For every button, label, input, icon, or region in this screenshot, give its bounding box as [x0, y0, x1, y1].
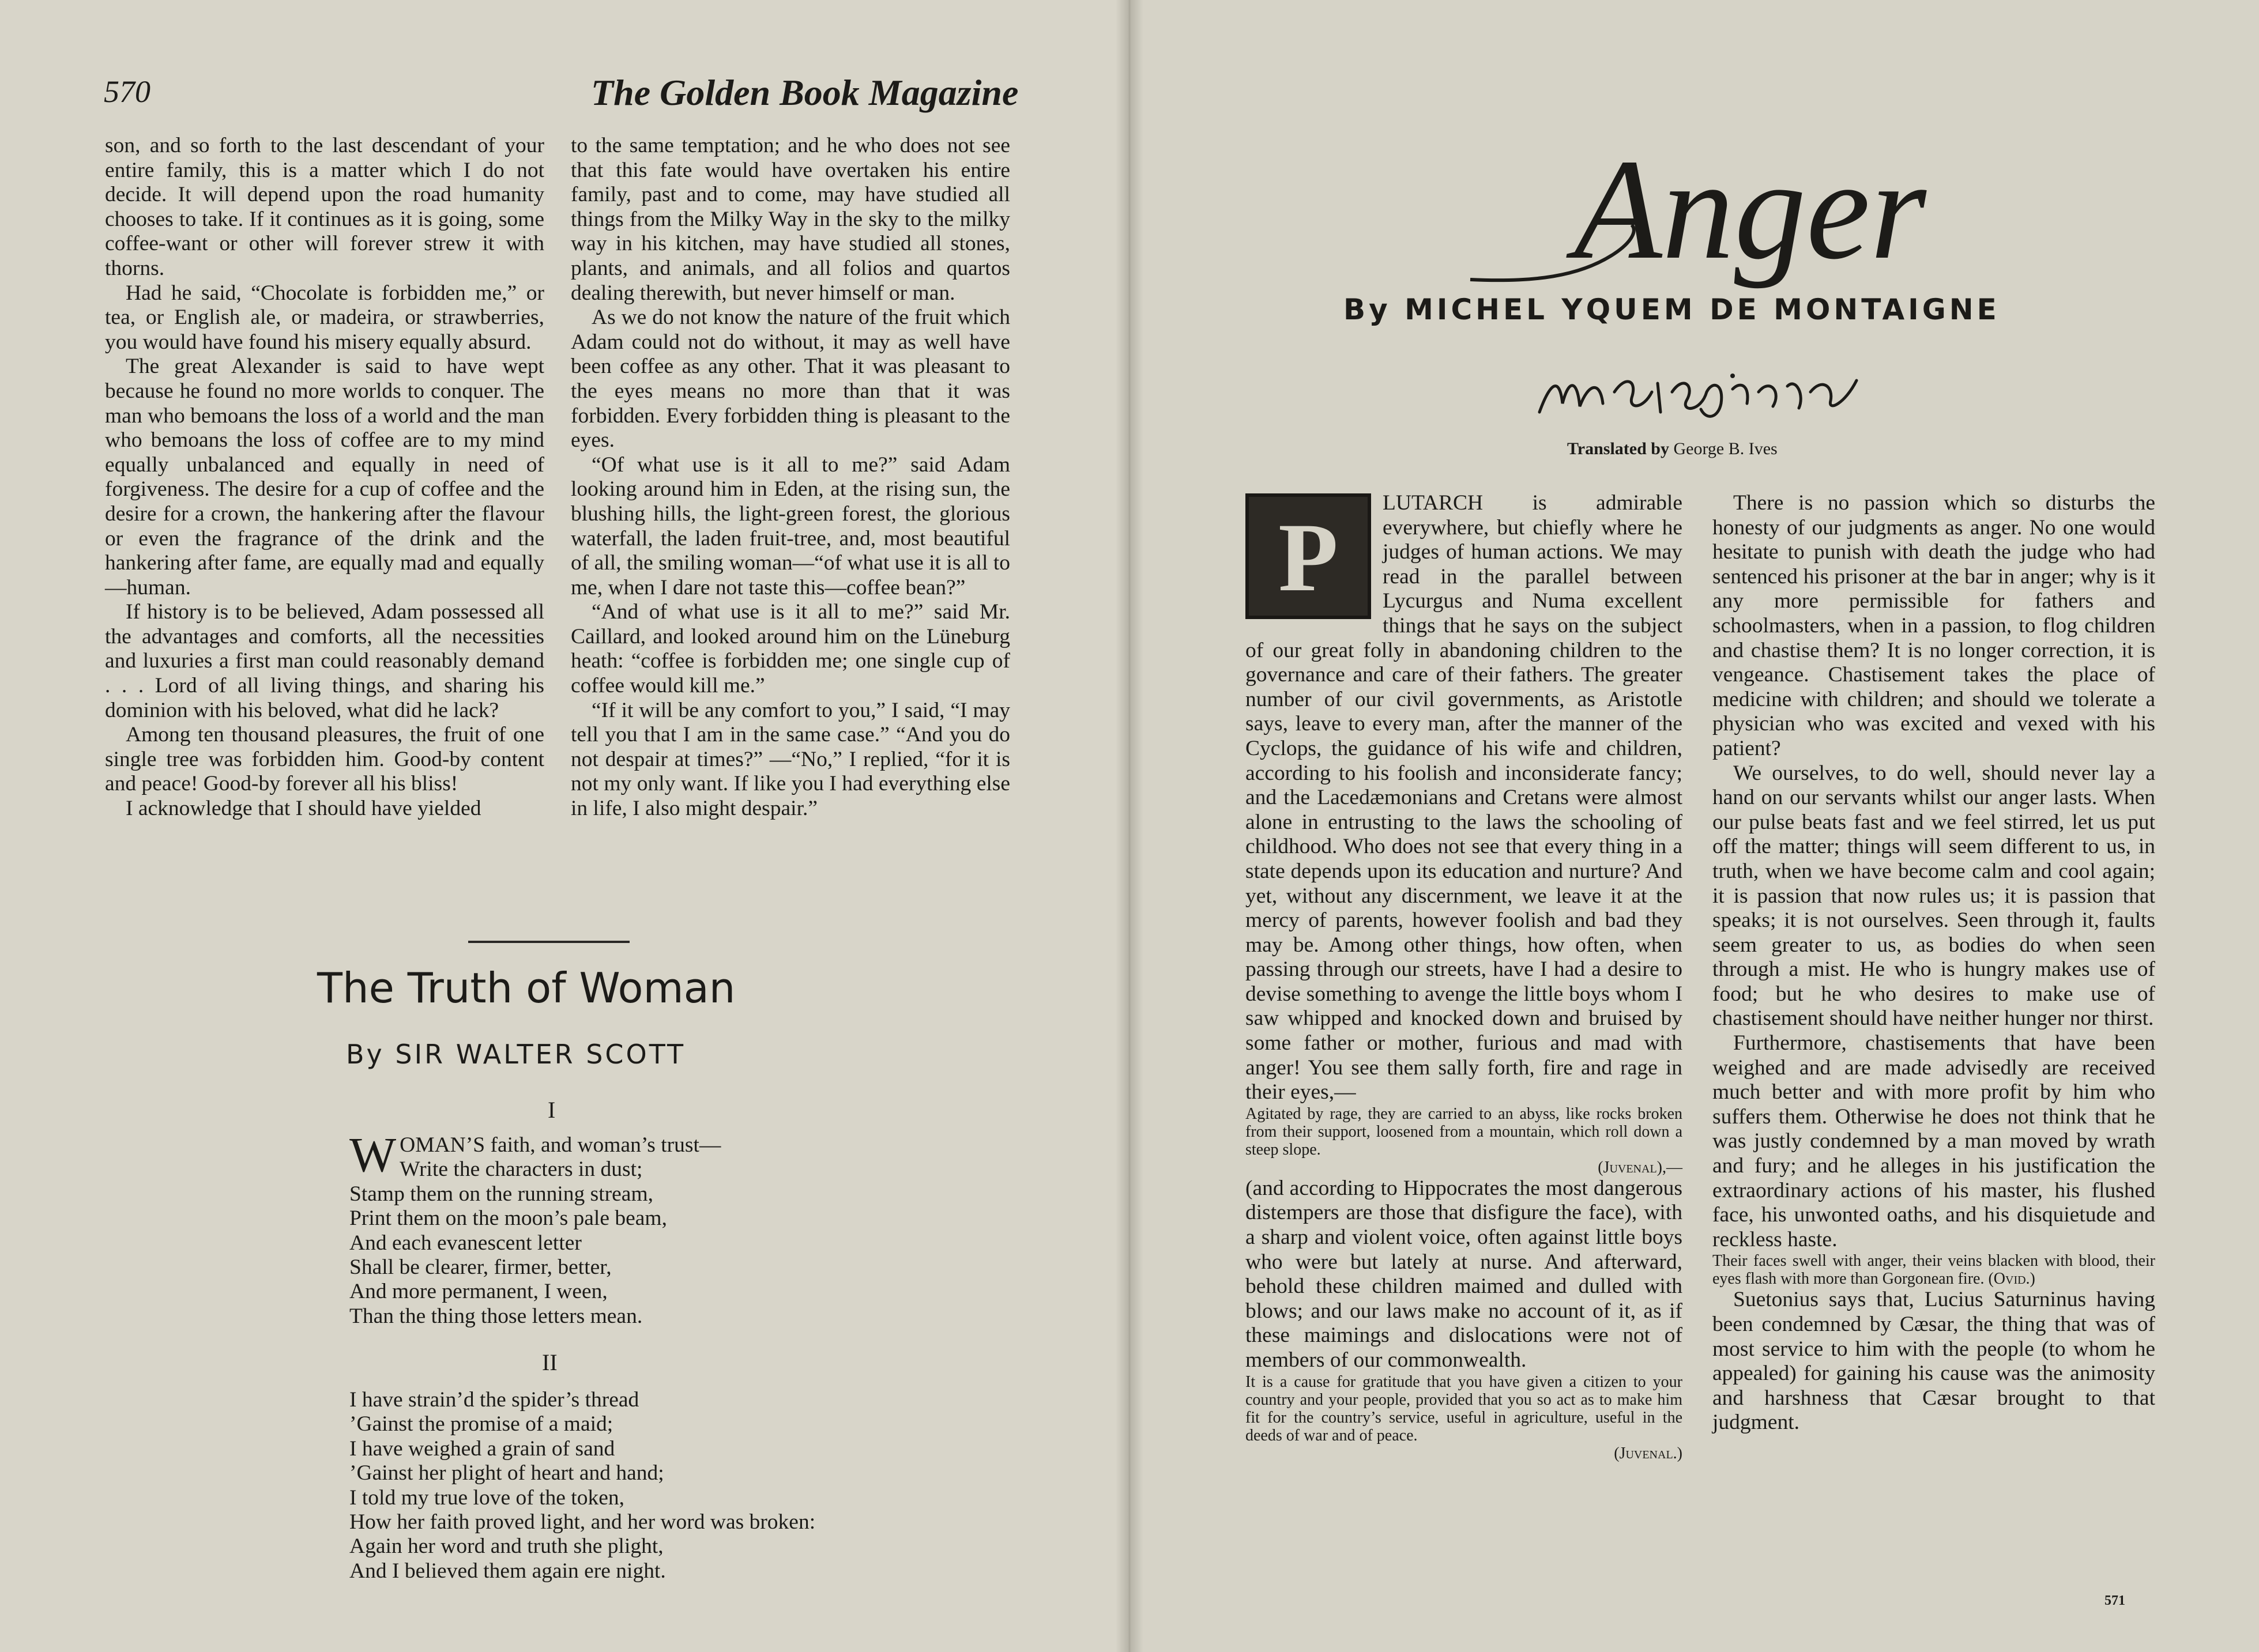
- poem-title: The Truth of Woman: [317, 964, 736, 1012]
- poem-line: Stamp them on the running stream,: [349, 1182, 653, 1206]
- poem-line: Again her word and truth she plight,: [349, 1534, 664, 1559]
- section-divider: [468, 941, 630, 943]
- poem-line: I have weighed a grain of sand: [349, 1436, 615, 1461]
- poem-line: Shall be clearer, firmer, better,: [349, 1255, 612, 1280]
- signature: [1534, 357, 1880, 421]
- title-flourish: [1464, 219, 1707, 288]
- translated-by-label: Translated by: [1567, 439, 1669, 458]
- page-number-right: 571: [2104, 1593, 2125, 1608]
- paragraph: son, and so forth to the last descendant of your entire family, this is a matter which I do not decide. It will depend upon the road humanity chooses to take. If it continues as it is going, some coffee-want or other will forever strew it with thorns.: [105, 134, 544, 280]
- poem-line: ’Gainst the promise of a maid;: [349, 1412, 613, 1436]
- paragraph: Among ten thousand pleasures, the fruit of one single tree was forbidden him. Good-by content and peace! Good-by forever all his bliss!: [105, 723, 544, 796]
- quote-text: Agitated by rage, they are carried to an abyss, like rocks broken from their support, loosened from a mountain, which roll down a steep slope.: [1245, 1104, 1682, 1159]
- poem-initial: W: [349, 1127, 397, 1182]
- paragraph: Suetonius says that, Lucius Saturninus having been condemned by Cæsar, the thing that was of most service to him with the people (to whom he appealed) for gaining his cause was the animosity and harshness that Cæsar brought to that judgment.: [1712, 1288, 2155, 1435]
- book-gutter: [1116, 0, 1143, 1652]
- paragraph: As we do not know the nature of the fruit which Adam could not do without, it may as well have been coffee as any other. That it was pleasant to the eyes means no more than that it was forbidden. Every forbidden thing is pleasant to the eyes.: [571, 305, 1010, 452]
- paragraph: “If it will be any comfort to you,” I said, “I may tell you that I am in the same case.” “And you do not despair at times?” —“No,” I replied, “for it is not my only want. If like you I had everything else in life, I also might despair.”: [571, 698, 1010, 821]
- poem-line: And more permanent, I ween,: [349, 1280, 608, 1304]
- poem-line: I have strain’d the spider’s thread: [349, 1388, 639, 1412]
- block-quote: [1712, 1252, 2155, 1288]
- stanza-numeral-1: I: [548, 1097, 556, 1123]
- quote-source: (Juvenal),—: [1598, 1158, 1682, 1176]
- poem-line: And each evanescent letter: [349, 1231, 582, 1255]
- translator-name: George B. Ives: [1673, 439, 1778, 458]
- block-quote: [1245, 1105, 1682, 1176]
- poem-line: Print them on the moon’s pale beam,: [349, 1206, 667, 1231]
- quote-text: Their faces swell with anger, their veins blacken with blood, their eyes flash with more than Gorgonean fire.: [1712, 1252, 2155, 1288]
- article-byline: By MICHEL YQUEM DE MONTAIGNE: [1343, 293, 2000, 326]
- paragraph: I acknowledge that I should have yielded: [126, 797, 481, 821]
- poem-line: How her faith proved light, and her word was broken:: [349, 1510, 816, 1534]
- poem-line: And I believed them again ere night.: [349, 1559, 666, 1583]
- quote-text: It is a cause for gratitude that you have given a citizen to your country and your people, provided that you so act as to make him fit for the country’s service, useful in agriculture, useful in the deeds of war and of peace.: [1245, 1372, 1682, 1444]
- article-title: Anger: [1574, 130, 1926, 289]
- translator-credit: [1567, 439, 1778, 459]
- left-column-1: [105, 134, 544, 821]
- poem-byline: By SIR WALTER SCOTT: [346, 1039, 686, 1070]
- paragraph: If history is to be believed, Adam possessed all the advantages and comforts, all the necessities and luxuries a first man could reasonably demand . . . Lord of all living things, and sharing his dominion with his beloved, what did he lack?: [105, 600, 544, 722]
- poem-line: OMAN’S faith, and woman’s trust—: [400, 1133, 721, 1157]
- page-number-left: 570: [104, 74, 150, 109]
- stanza-1: [349, 1127, 811, 1329]
- poem-line: I told my true love of the token,: [349, 1485, 624, 1510]
- paragraph: to the same temptation; and he who does not see that this fate would have overtaken his entire family, past and to come, may have studied all things from the Milky Way in the sky to the milky way in his kitchen, may have studied all stones, plants, and animals, and all folios and quartos dealing therewith, but never himself or man.: [571, 134, 1010, 305]
- quote-source: (Juvenal.): [1614, 1444, 1682, 1462]
- paragraph: Furthermore, chastisements that have been weighed and are made advisedly are received much better and with more profit by him who suffers them. Otherwise he does not think that he was justly condemned by a man moved by wrath and fury; and he alleges in his justification the extraordinary actions of his master, his flushed face, his unwonted oaths, and his disquietude and reckless haste.: [1712, 1031, 2155, 1251]
- paragraph: “Of what use is it all to me?” said Adam looking around him in Eden, at the rising sun, the blushing hills, the light-green forest, the glorious waterfall, the laden fruit-tree, and, most beautiful of all, the smiling woman—“of what use it is all to me, when I dare not taste this—coffee bean?”: [571, 452, 1010, 599]
- poem-line: Than the thing those letters mean.: [349, 1304, 643, 1328]
- stanza-2: [349, 1388, 926, 1583]
- paragraph: (and according to Hippocrates the most dangerous distempers are those that disfigure the face), with a sharp and violent voice, often against little boys who were but lately at nurse. And afterward, behold these children maimed and dulled with blows; and our laws make no account of it, as if these maimings and dislocations were not of members of our commonwealth.: [1245, 1176, 1682, 1372]
- quote-source: (Ovid.): [1988, 1270, 2035, 1288]
- paragraph: Had he said, “Chocolate is forbidden me,” or tea, or English ale, or madeira, or strawberries, you would have found his misery equally absurd.: [105, 281, 544, 354]
- paragraph: LUTARCH is admirable everywhere, but chiefly where he judges of human actions. We may read in the parallel between Lycurgus and Numa excellent things that he says on the subject of our great folly in abandoning children to the governance and care of their fathers. The greater number of our civil governments, as Aristotle says, leave to every man, after the manner of the Cyclops, the guidance of his wife and children, according to his foolish and inconsiderate fancy; and the Lacedæmonians and Cretans were almost alone in entrusting to the laws the schooling of childhood. Who does not see that every thing in a state depends upon its education and nurture? And yet, without any discernment, we leave it at the mercy of parents, however foolish and bad they may be. Among other things, how often, when passing through our streets, have I had a desire to devise something to avenge the little boys whom I saw whipped and knocked down and bruised by some father or mother, furious and mad with anger! You see them sally forth, fire and rage in their eyes,—: [1245, 491, 1682, 1104]
- paragraph: The great Alexander is said to have wept because he found no more worlds to conquer. The man who bemoans the loss of a world and the man who bemoans the loss of coffee are to my mind equally unbalanced and equally in need of forgiveness. The desire for a cup of coffee and the desire for a crown, the hankering after the flavour or even the fragrance of the drink and the hankering after fame, are equally mad and equally—human.: [105, 354, 544, 599]
- left-column-2: [571, 134, 1010, 821]
- stanza-numeral-2: II: [542, 1349, 558, 1375]
- paragraph: “And of what use is it all to me?” said Mr. Caillard, and looked around him on the Lüneburg heath: “coffee is forbidden me; one single cup of coffee would kill me.”: [571, 600, 1010, 698]
- poem-line: Write the characters in dust;: [400, 1157, 643, 1182]
- paragraph: We ourselves, to do well, should never lay a hand on our servants whilst our anger lasts. When our pulse beats fast and we feel stirred, let us put off the matter; things will seem different to us, in truth, when we have become calm and cool again; it is passion that now rules us; it is passion that speaks; it is not ourselves. Seen through it, faults seem greater to us, as bodies do when seen through a mist. He who is hungry makes use of food; but he who desires to make use of chastisement should have neither hunger nor thirst.: [1712, 761, 2155, 1031]
- paragraph: There is no passion which so disturbs the honesty of our judgments as anger. No one would hesitate to punish with death the judge who had sentenced his prisoner at the bar in anger; why is it any more permissible for fathers and schoolmasters, when in a passion, to flog children and chastise them? It is no longer correction, it is vengeance. Chastisement takes the place of medicine with children; and should we tolerate a physician who was excited and vexed with his patient?: [1712, 491, 2155, 760]
- ornamental-drop-cap: P: [1245, 493, 1371, 619]
- right-column-1: [1245, 491, 1682, 1462]
- right-column-2: [1712, 491, 2155, 1435]
- block-quote: [1245, 1373, 1682, 1462]
- poem-line: ’Gainst her plight of heart and hand;: [349, 1461, 664, 1485]
- running-head-left: The Golden Book Magazine: [591, 72, 1019, 113]
